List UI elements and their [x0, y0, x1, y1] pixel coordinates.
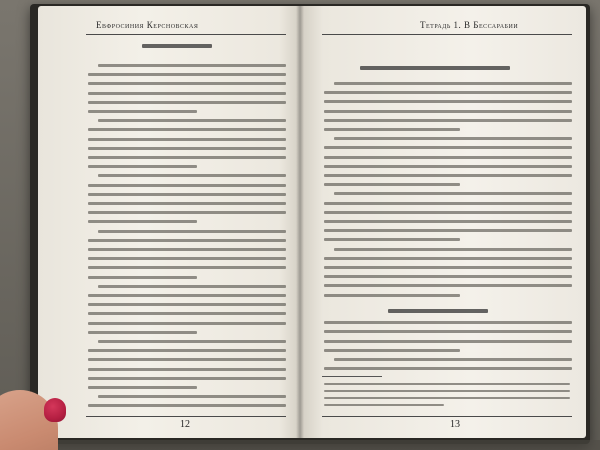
- text-line: [334, 82, 572, 85]
- text-line: [88, 73, 286, 76]
- table-surface: [0, 440, 600, 450]
- text-line: [88, 358, 286, 361]
- text-line: [324, 340, 572, 343]
- text-line: [324, 119, 572, 122]
- footnote-line: [324, 397, 570, 399]
- text-line: [88, 138, 286, 141]
- text-line: [334, 137, 572, 140]
- text-line: [324, 91, 572, 94]
- text-line: [88, 386, 197, 389]
- text-line: [324, 238, 460, 241]
- text-line: [88, 184, 286, 187]
- right-section-title: [360, 66, 510, 70]
- text-line: [324, 183, 460, 186]
- text-line: [334, 248, 572, 251]
- text-line: [88, 303, 286, 306]
- text-line: [324, 202, 572, 205]
- footnote-line: [324, 390, 570, 392]
- text-line: [88, 276, 197, 279]
- text-line: [324, 275, 572, 278]
- text-line: [88, 368, 286, 371]
- text-line: [88, 266, 286, 269]
- text-line: [88, 110, 197, 113]
- text-line: [88, 312, 286, 315]
- text-line: [98, 230, 286, 233]
- text-line: [88, 331, 197, 334]
- left-folio-rule: [86, 416, 286, 417]
- text-line: [324, 128, 460, 131]
- text-line: [98, 64, 286, 67]
- text-line: [88, 377, 286, 380]
- text-line: [88, 239, 286, 242]
- right-head-rule: [322, 34, 572, 35]
- text-line: [324, 220, 572, 223]
- book-gutter: [296, 6, 304, 438]
- text-line: [88, 211, 286, 214]
- text-line: [88, 128, 286, 131]
- text-line: [324, 156, 572, 159]
- text-line: [324, 367, 572, 370]
- left-section-title: [142, 44, 212, 48]
- text-line: [88, 82, 286, 85]
- text-line: [98, 395, 286, 398]
- text-line: [324, 330, 572, 333]
- painted-nail: [44, 398, 66, 422]
- text-line: [88, 165, 197, 168]
- text-line: [88, 294, 286, 297]
- text-line: [88, 101, 286, 104]
- text-line: [88, 202, 286, 205]
- text-line: [88, 257, 286, 260]
- right-page-number: 13: [450, 419, 460, 430]
- hand-holding-book: [0, 378, 70, 450]
- text-line: [324, 146, 572, 149]
- left-head-rule: [86, 34, 286, 35]
- text-line: [88, 193, 286, 196]
- text-line: [88, 349, 286, 352]
- text-line: [88, 92, 286, 95]
- right-folio-rule: [322, 416, 572, 417]
- text-line: [88, 322, 286, 325]
- text-line: [88, 248, 286, 251]
- right-page: [300, 6, 586, 438]
- footnote-rule: [322, 376, 382, 377]
- text-line: [324, 174, 572, 177]
- text-line: [88, 156, 286, 159]
- left-page-number: 12: [180, 419, 190, 430]
- text-line: [88, 147, 286, 150]
- text-line: [88, 404, 286, 407]
- text-line: [98, 340, 286, 343]
- text-line: [324, 266, 572, 269]
- right-running-head: Тетрадь 1. В Бессарабии: [420, 20, 519, 30]
- text-line: [324, 110, 572, 113]
- text-line: [324, 211, 572, 214]
- text-line: [334, 358, 572, 361]
- footnote-line: [324, 383, 570, 385]
- footnote-line: [324, 404, 444, 406]
- text-line: [324, 321, 572, 324]
- left-page: [38, 6, 300, 438]
- text-line: [324, 349, 460, 352]
- text-line: [98, 119, 286, 122]
- text-line: [88, 220, 197, 223]
- text-line: [324, 257, 572, 260]
- text-line: [324, 294, 460, 297]
- text-line: [98, 285, 286, 288]
- left-running-head: Евфросиния Керсновская: [96, 20, 199, 30]
- right-subsection-title: [388, 309, 488, 313]
- text-line: [324, 284, 572, 287]
- text-line: [98, 174, 286, 177]
- text-line: [334, 192, 572, 195]
- text-line: [324, 100, 572, 103]
- text-line: [324, 165, 572, 168]
- text-line: [324, 229, 572, 232]
